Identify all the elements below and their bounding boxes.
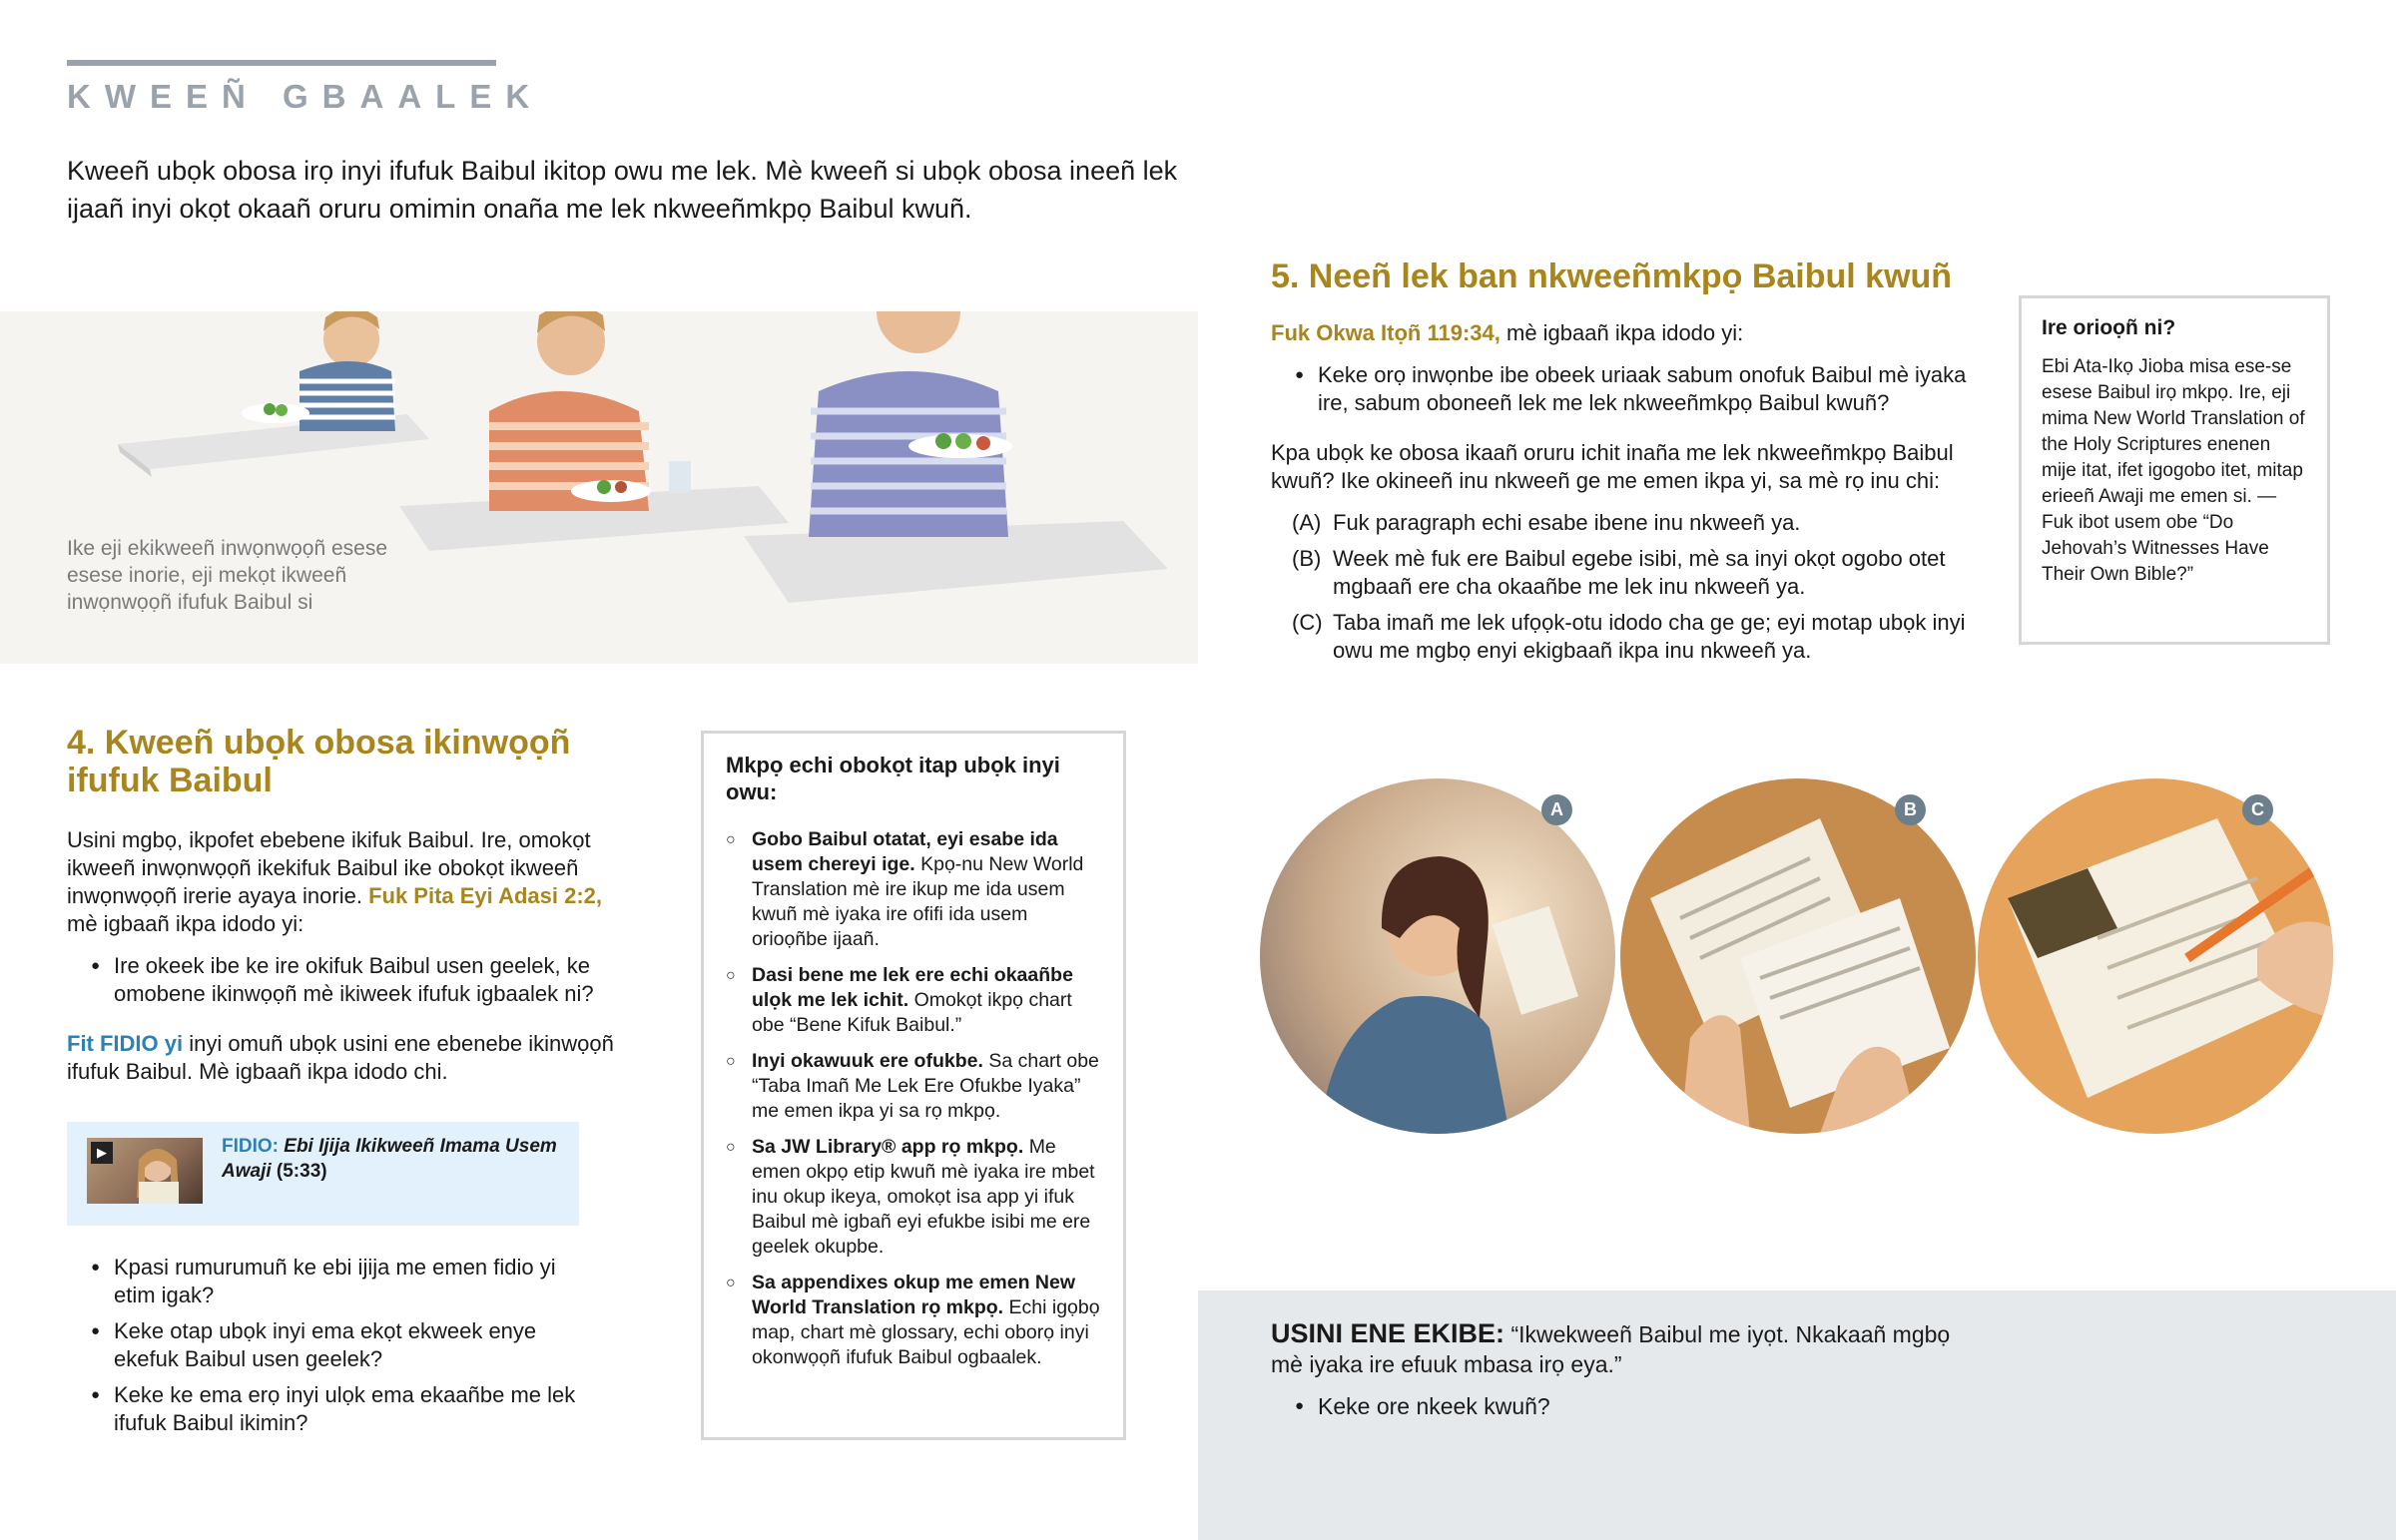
illustration-caption: Ike eji ekikweeñ inwọnwọọñ esese esese inorie, eji mekọt ikweeñ inwọnwọọñ ifufuk Baibul si [67, 537, 388, 614]
tip-item [726, 1049, 1101, 1124]
section-kicker: KWEEÑ GBAALEK [67, 78, 544, 115]
section-4-question-list [67, 952, 636, 1008]
section-4-text: Usini mgbọ, ikpofet ebebene ikifuk Baibul. Ire, omokọt ikweeñ inwọnwọọñ ikekifuk Baibul ike obokọt ikweeñ inwọnwọọñ irerie ayaya inorie. [67, 827, 591, 908]
section-5-question-list [1271, 361, 1990, 417]
step-label: (A) [1292, 510, 1322, 535]
scripture-link-1-peter[interactable]: Fuk Pita Eyi Adasi 2:2, [368, 883, 602, 908]
video-duration: (5:33) [276, 1161, 327, 1182]
photo-badge-c: C [2242, 794, 2273, 825]
section-5-heading: 5. Neeñ lek ban nkweeñmkpọ Baibul kwuñ [1271, 257, 1953, 295]
step-a [1271, 509, 1990, 537]
question-item: ● Keke ore nkeek kwuñ? [1271, 1391, 1970, 1421]
photo-badge-b: B [1895, 794, 1926, 825]
tip-item [726, 1271, 1101, 1370]
video-question-list [67, 1254, 586, 1445]
question-item: ● Ire okeek ibe ke ire okifuk Baibul usen geelek, ke omobene ikinwọọñ mè ikiweek ifufuk igbaalek ni? [67, 952, 636, 1008]
question-item: ● Keke ke ema erọ inyi ulọk ema ekaañbe me lek ifufuk Baibul ikimin? [67, 1381, 586, 1437]
photo-badge-a: A [1541, 794, 1572, 825]
tips-list [726, 827, 1101, 1370]
section-5-reference-text: mè igbaañ ikpa idodo yi: [1506, 320, 1744, 345]
video-title[interactable] [222, 1134, 571, 1184]
someone-says-panel [1198, 1290, 2396, 1540]
tip-text: Kpọ-nu New World Translation mè ire ikup me ida usem kwuñ mè iyaka ire ofifi ida usem orioọñbe ijaañ. [752, 853, 1084, 950]
someone-says-quote [1271, 1318, 1970, 1379]
tip-text: Me emen okpọ etip kwuñ mè iyaka ire mbet inu okup ikeya, omokọt isa app yi ifuk Baibul mè igbañ eyi efukbe isibi me ere geelek okupbe. [752, 1136, 1095, 1258]
notes-illustration [1978, 778, 2333, 1134]
video-link[interactable]: Fit FIDIO yi [67, 1031, 184, 1056]
play-icon[interactable]: ▶ [91, 1142, 113, 1164]
intro-paragraph: Kweeñ ubọk obosa irọ inyi ifufuk Baibul ikitop owu me lek. Mè kweeñ si ubọk obosa ineeñ lek ijaañ inyi okọt okaañ oruru omimin onaña me lek nkweeñmkpọ Baibul kwuñ. [67, 156, 1178, 224]
tip-text: Echi igọbọ map, chart mè glossary, echi oborọ inyi okonwọọñ ifufuk Baibul ogbaalek. [752, 1296, 1100, 1368]
question-item: ● Keke orọ inwọnbe ibe obeek uriaak sabum onofuk Baibul mè iyaka ire, sabum oboneeñ lek me lek nkweeñmkpọ Baibul kwuñ? [1271, 361, 1990, 417]
step-label: (C) [1292, 610, 1323, 635]
girl-reading-illustration [1260, 778, 1615, 1134]
photo-finding-scripture [1620, 778, 1976, 1134]
someone-says-question-list [1271, 1391, 1970, 1421]
step-label: (B) [1292, 546, 1322, 571]
tip-bold: Dasi bene me lek ere echi okaañbe ulọk me lek ichit. [752, 964, 1073, 1011]
someone-says-label: USINI ENE EKIBE: [1271, 1318, 1505, 1348]
section-4-heading: 4. Kweeñ ubọk obosa ikinwọọñ ifufuk Baibul [67, 724, 571, 799]
video-card[interactable] [67, 1122, 579, 1226]
tip-item [726, 1135, 1101, 1260]
step-text: Fuk paragraph echi esabe ibene inu nkweeñ ya. [1333, 510, 1801, 535]
tip-text: Omokọt ikpọ chart obe “Bene Kifuk Baibul.” [752, 989, 1072, 1036]
section-5-reference [1271, 319, 1990, 347]
someone-says-text: “Ikwekweeñ Baibul me iyọt. Nkakaañ mgbọ mè iyaka ire efuuk mbasa irọ eya.” [1271, 1321, 1951, 1377]
section-5-body [1271, 319, 1990, 673]
tip-bold: Sa appendixes okup me emen New World Translation rọ mkpọ. [752, 1272, 1076, 1318]
tips-box [701, 731, 1126, 1440]
study-steps [1271, 509, 1990, 665]
step-text: Taba imañ me lek ufọọk-otu idodo cha ge ge; eyi motap ubọk inyi owu me mgbọ enyi ekigbaañ ikpa inu nkweeñ ya. [1333, 610, 1966, 663]
did-you-know-text: Ebi Ata-Ikọ Jioba misa ese-se esese Baibul irọ mkpọ. Ire, eji mima New World Translation of the Holy Scriptures enenen mije itat, ifet igogobo itet, mitap erieeñ Awaji me emen si. —Fuk ibot usem obe “Do Jehovah’s Witnesses Have Their Own Bible?” [2042, 356, 2305, 585]
photo-taking-notes [1978, 778, 2333, 1134]
step-c [1271, 609, 1990, 665]
did-you-know-title: Ire orioọñ ni? [2042, 316, 2176, 339]
question-item: ● Keke otap ubọk inyi ema ekọt ekweek enye ekefuk Baibul usen geelek? [67, 1317, 586, 1373]
tip-item [726, 827, 1101, 952]
tip-text: Sa chart obe “Taba Imañ Me Lek Ere Ofukbe Iyaka” me emen ikpa yi sa rọ mkpọ. [752, 1050, 1099, 1122]
tip-bold: Gobo Baibul otatat, eyi esabe ida usem chereyi ige. [752, 828, 1058, 875]
section-5-paragraph: Kpa ubọk ke obosa ikaañ oruru ichit inaña me lek nkweeñmkpọ Baibul kwuñ? Ike okineeñ inu nkweeñ ge me emen ikpa yi, sa mè rọ inu chi: [1271, 440, 1954, 493]
step-text: Week mè fuk ere Baibul egebe isibi, mè sa inyi okọt ogobo otet mgbaañ ere cha okaañbe me lek inu nkweeñ ya. [1333, 546, 1946, 599]
bible-open-illustration [1620, 778, 1976, 1134]
tips-box-title: Mkpọ echi obokọt itap ubọk inyi owu: [726, 753, 1060, 804]
question-item: ● Kpasi rumurumuñ ke ebi ijija me emen fidio yi etim igak? [67, 1254, 586, 1309]
video-label: FIDIO: [222, 1136, 279, 1157]
tip-item [726, 963, 1101, 1038]
section-4-body [67, 826, 636, 1086]
step-b [1271, 545, 1990, 601]
section-4-text-end: mè igbaañ ikpa idodo yi: [67, 911, 304, 936]
video-thumbnail[interactable] [87, 1138, 203, 1204]
header-rule [67, 60, 496, 66]
video-instruction-text: inyi omuñ ubọk usini ene ebenebe ikinwọọñ ifufuk Baibul. Mè igbaañ ikpa idodo chi. [67, 1031, 614, 1084]
tip-bold: Inyi okawuuk ere ofukbe. [752, 1050, 983, 1072]
video-title-text: Ebi Ijija Ikikweeñ Imama Usem Awaji [222, 1136, 557, 1182]
scripture-link-psalm[interactable]: Fuk Okwa Itọñ 119:34, [1271, 320, 1500, 345]
section-4-paragraph [67, 826, 636, 938]
tip-bold: Sa JW Library® app rọ mkpọ. [752, 1136, 1024, 1158]
did-you-know-box [2019, 295, 2330, 645]
photo-reading-paragraph [1260, 778, 1615, 1134]
video-instruction [67, 1030, 636, 1086]
